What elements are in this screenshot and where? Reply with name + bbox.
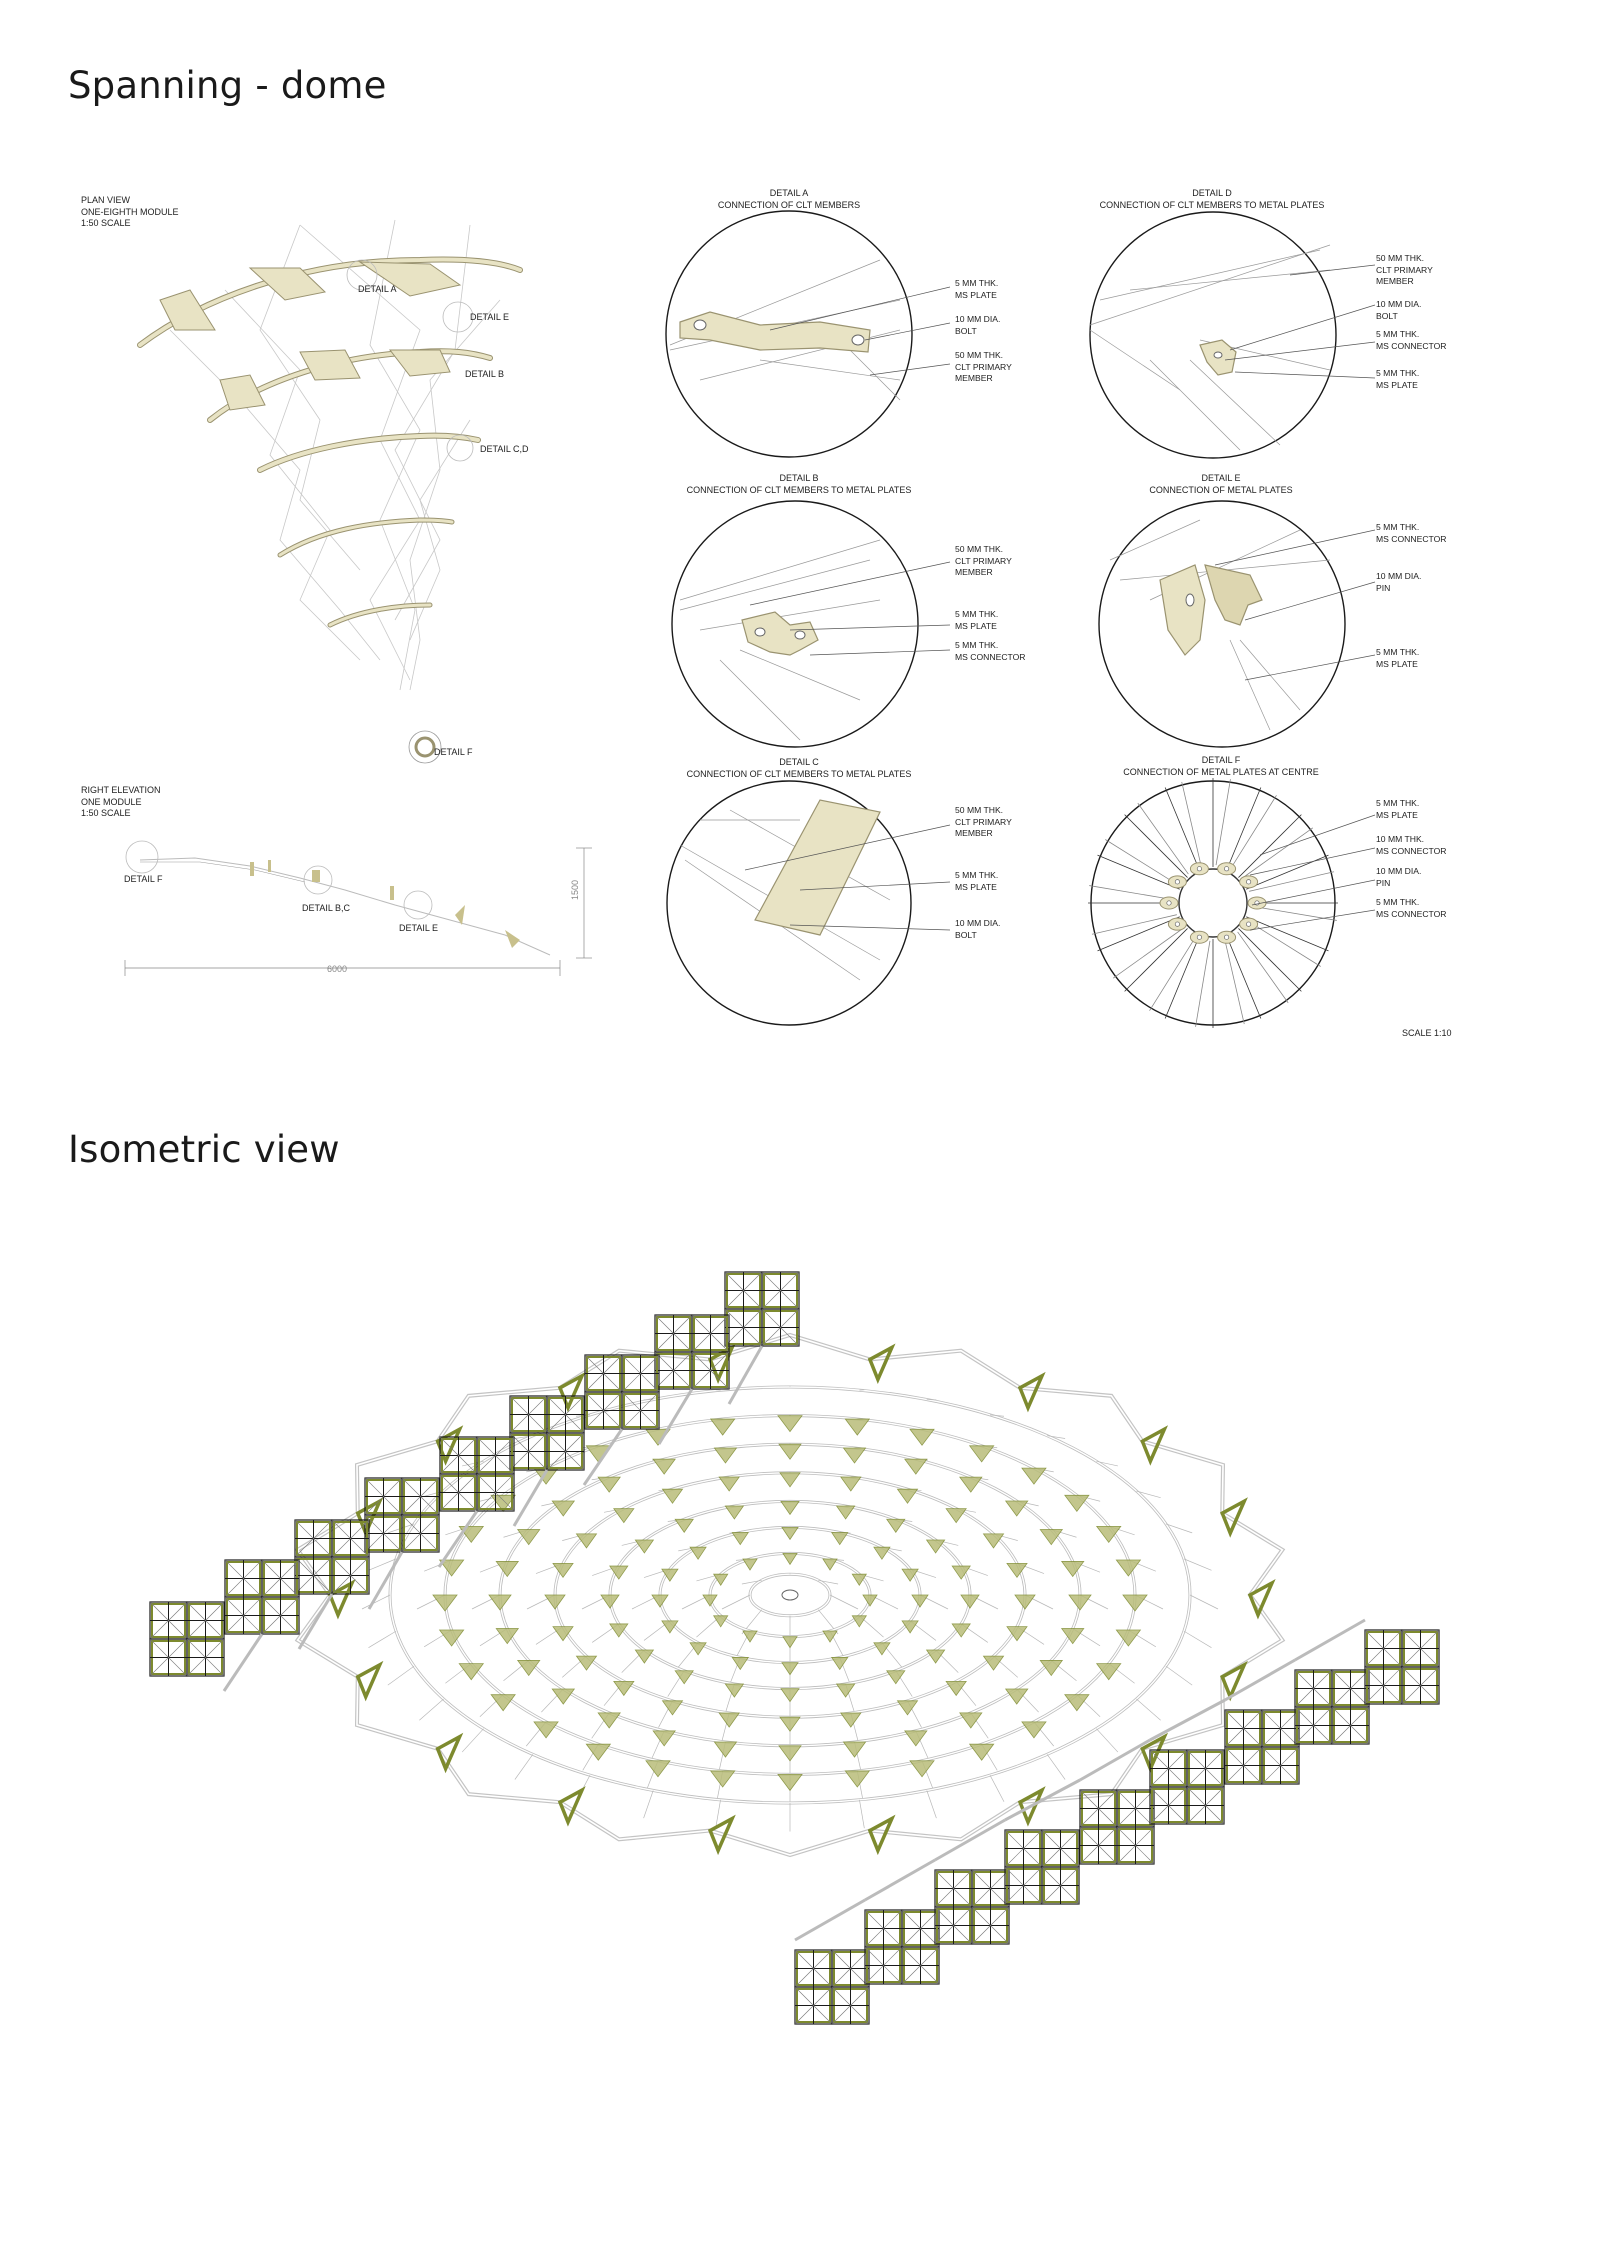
clt-panel (743, 1559, 757, 1570)
clt-panel (690, 1643, 706, 1655)
detail-a-drawing (666, 211, 950, 457)
detail-f-callout-pin (1376, 866, 1421, 889)
elevation-dim-width: 6000 (327, 964, 348, 974)
clt-panel (440, 1630, 464, 1646)
clt-panel (653, 1731, 675, 1746)
callout-line: MEMBER (955, 567, 993, 577)
elevation-dim-height: 1500 (570, 879, 580, 900)
detail-e-title (1149, 473, 1292, 496)
clt-panel (874, 1643, 890, 1655)
plan-view-drawing (140, 220, 520, 763)
detail-f-callout-connector (1376, 834, 1447, 857)
elevation-label-detail-e: DETAIL E (399, 923, 439, 933)
clt-panel (781, 1689, 799, 1702)
dome-rib (859, 1800, 864, 1828)
plan-view-scale: 1:50 SCALE (81, 218, 131, 228)
dome-rib (1184, 1631, 1212, 1648)
arm-strut (935, 1820, 1005, 1860)
clt-panel (1006, 1689, 1028, 1704)
clt-panel (725, 1506, 743, 1519)
clt-panel (1062, 1561, 1084, 1576)
detail-e-drawing (1099, 501, 1375, 747)
clt-panel (1069, 1595, 1091, 1610)
arm-strut (729, 1346, 762, 1404)
olive-triangle (1020, 1376, 1042, 1408)
callout-line: 50 MM THK. (955, 805, 1004, 815)
plan-view-caption (81, 195, 179, 230)
clt-panel (781, 1501, 799, 1514)
clt-panel (703, 1595, 717, 1606)
isometric-view-drawing (150, 1272, 1439, 2024)
dome-rib (1136, 1699, 1160, 1720)
clt-panel (1116, 1630, 1140, 1646)
clt-panel (598, 1713, 620, 1728)
elevation-subtitle: ONE MODULE (81, 796, 142, 807)
clt-panel (614, 1681, 634, 1695)
clt-panel (863, 1595, 877, 1606)
callout-line: 5 MM THK. (1376, 368, 1420, 378)
callout-line: MS PLATE (955, 881, 997, 892)
dome-rib (1190, 1595, 1218, 1609)
detail-d-drawing (1090, 212, 1375, 458)
detail-c-name: DETAIL C (779, 757, 819, 767)
clt-panel (534, 1722, 558, 1738)
callout-line: 5 MM THK. (1376, 329, 1420, 339)
dome-rib (1047, 1754, 1065, 1779)
detail-b-desc: CONNECTION OF CLT MEMBERS TO METAL PLATES (686, 484, 912, 495)
callout-line: 50 MM THK. (955, 350, 1004, 360)
callout-line: 10 MM DIA. (955, 314, 1001, 324)
detail-d-callout-bolt (1376, 299, 1421, 322)
dome-rib (990, 1775, 1004, 1802)
detail-c-callout-member (955, 805, 1012, 840)
detail-d-name: DETAIL D (1192, 188, 1232, 198)
clt-panel (841, 1477, 861, 1491)
clt-panel (653, 1459, 675, 1474)
elevation-scale: 1:50 SCALE (81, 808, 131, 818)
detail-d-desc: CONNECTION OF CLT MEMBERS TO METAL PLATES (1099, 199, 1325, 210)
pin-hole (1167, 901, 1171, 905)
clt-panel (496, 1561, 518, 1576)
elevation-label-detail-f: DETAIL F (124, 874, 163, 884)
clt-panel (552, 1689, 574, 1704)
detail-d-callout-member (1376, 253, 1433, 288)
callout-line: MEMBER (955, 828, 993, 838)
clt-panel (832, 1657, 848, 1669)
clt-panel (832, 1533, 848, 1545)
detail-d-callout-connector (1376, 329, 1447, 352)
elevation-title: RIGHT ELEVATION (81, 785, 161, 795)
section-title-spanning-dome: Spanning - dome (68, 64, 387, 107)
plan-label-detail-b: DETAIL B (465, 369, 505, 379)
arm-strut (1225, 1660, 1295, 1700)
clt-panel (1123, 1595, 1147, 1611)
callout-line: 10 MM DIA. (1376, 299, 1422, 309)
callout-line: PIN (1376, 877, 1391, 888)
pin-hole (1197, 867, 1201, 871)
clt-panel (782, 1527, 798, 1539)
detail-b-title (687, 473, 912, 496)
clt-panel (675, 1519, 693, 1532)
elevation-label-detail-bc: DETAIL B,C (302, 903, 351, 913)
detail-b-callout-connector (955, 640, 1026, 663)
dome-rib (419, 1699, 443, 1720)
plan-label-detail-e: DETAIL E (470, 312, 510, 322)
pin-hole (1175, 922, 1179, 926)
callout-line: CLT PRIMARY (955, 361, 1012, 372)
clt-panel (732, 1533, 748, 1545)
clt-panel (719, 1477, 739, 1491)
clt-panel (553, 1563, 573, 1577)
callout-line: MS PLATE (955, 289, 997, 300)
callout-line: MS CONNECTOR (1376, 533, 1447, 544)
callout-line: CLT PRIMARY (1376, 264, 1433, 275)
callout-line: MS CONNECTOR (1376, 845, 1447, 856)
clt-panel (823, 1559, 837, 1570)
clt-panel (1015, 1595, 1035, 1609)
callout-line: MS PLATE (1376, 809, 1418, 820)
clt-panel (845, 1419, 869, 1435)
olive-triangle (358, 1665, 380, 1697)
callout-line: 5 MM THK. (1376, 798, 1420, 808)
clt-panel (946, 1681, 966, 1695)
plan-view-subtitle: ONE-EIGHTH MODULE (81, 206, 179, 217)
clt-panel (910, 1429, 934, 1445)
callout-line: MS CONNECTOR (1376, 908, 1447, 919)
clt-panel (725, 1684, 743, 1697)
dome-rib (369, 1631, 397, 1648)
callout-line: 10 MM DIA. (955, 918, 1001, 928)
clt-panel (690, 1547, 706, 1559)
clt-panel (778, 1774, 802, 1790)
clt-panel (874, 1547, 890, 1559)
clt-panel (783, 1637, 797, 1648)
callout-line: MS CONNECTOR (955, 651, 1026, 662)
clt-panel (663, 1701, 683, 1715)
clt-panel (845, 1771, 869, 1787)
arm-strut (1005, 1780, 1080, 1820)
detail-b-name: DETAIL B (779, 473, 819, 483)
olive-triangle (560, 1376, 582, 1408)
callout-line: 10 MM THK. (1376, 834, 1425, 844)
callout-line: MEMBER (1376, 276, 1414, 286)
clt-panel (711, 1771, 735, 1787)
detail-e-callout-pin (1376, 571, 1421, 594)
dome-rib (388, 1666, 414, 1685)
clt-panel (970, 1446, 994, 1462)
clt-panel (545, 1595, 565, 1609)
clt-panel (719, 1713, 739, 1727)
callout-line: PIN (1376, 582, 1391, 593)
clt-panel (714, 1742, 736, 1757)
detail-b-callout-member (955, 544, 1012, 579)
olive-triangle (438, 1737, 460, 1769)
pin-hole (1224, 935, 1228, 939)
detail-e-desc: CONNECTION OF METAL PLATES (1149, 484, 1293, 495)
clt-panel (837, 1506, 855, 1519)
callout-line: 10 MM DIA. (1376, 866, 1422, 876)
arm-strut (1080, 1740, 1150, 1780)
detail-f-callout-connector-2 (1376, 897, 1447, 920)
plan-label-detail-a: DETAIL A (358, 284, 397, 294)
callout-line: 5 MM THK. (955, 609, 999, 619)
dome-rib (515, 1754, 533, 1779)
clt-panel (1116, 1560, 1140, 1576)
clt-panel (1022, 1722, 1046, 1738)
callout-line: CLT PRIMARY (955, 555, 1012, 566)
detail-f-title (1123, 755, 1319, 778)
clt-panel (910, 1761, 934, 1777)
detail-e-callout-plate (1376, 647, 1419, 670)
pin-hole (1175, 880, 1179, 884)
clt-panel (780, 1473, 800, 1487)
olive-triangle (1222, 1501, 1244, 1533)
clt-panel (614, 1509, 634, 1523)
clt-panel (905, 1459, 927, 1474)
dome-rib (722, 1595, 750, 1609)
dome-rib (462, 1729, 483, 1752)
section-title-isometric-view: Isometric view (68, 1128, 340, 1171)
callout-line: 5 MM THK. (955, 278, 999, 288)
pin-hole (1224, 867, 1228, 871)
olive-triangle (870, 1819, 892, 1851)
detail-b-drawing (672, 501, 950, 747)
arm-strut (369, 1552, 402, 1609)
clt-panel (898, 1489, 918, 1503)
detail-e-name: DETAIL E (1201, 473, 1241, 483)
callout-line: CLT PRIMARY (955, 816, 1012, 827)
clt-panel (844, 1742, 866, 1757)
plan-label-detail-cd: DETAIL C,D (480, 444, 529, 454)
callout-line: 50 MM THK. (955, 544, 1004, 554)
detail-a-callout-plate (955, 278, 998, 301)
clt-panel (780, 1717, 800, 1731)
detail-scale-note: SCALE 1:10 (1402, 1028, 1452, 1038)
dome-rib (927, 1790, 937, 1818)
detail-a-callout-bolt (955, 314, 1000, 337)
clt-panel (663, 1489, 683, 1503)
callout-line: 5 MM THK. (955, 640, 999, 650)
dome-rib (1096, 1729, 1117, 1752)
clt-panel (898, 1701, 918, 1715)
elevation-caption (81, 785, 161, 820)
pin-hole (1246, 880, 1250, 884)
clt-panel (844, 1448, 866, 1463)
plan-label-detail-f: DETAIL F (434, 747, 473, 757)
clt-panel (433, 1595, 457, 1611)
clt-panel (778, 1416, 802, 1432)
callout-line: 5 MM THK. (955, 870, 999, 880)
detail-c-callout-bolt (955, 918, 1000, 941)
clt-panel (489, 1595, 511, 1610)
arm-strut (584, 1429, 622, 1485)
clt-panel (841, 1713, 861, 1727)
callout-line: MS PLATE (1376, 658, 1418, 669)
detail-c-desc: CONNECTION OF CLT MEMBERS TO METAL PLATES (686, 768, 912, 779)
clt-panel (1007, 1563, 1027, 1577)
clt-panel (961, 1595, 979, 1608)
detail-f-callout-plate (1376, 798, 1419, 821)
clt-panel (912, 1595, 928, 1607)
callout-line: MS CONNECTOR (1376, 340, 1447, 351)
clt-panel (732, 1657, 748, 1669)
clt-panel (601, 1595, 619, 1608)
clt-panel (960, 1477, 982, 1492)
clt-panel (675, 1671, 693, 1684)
detail-c-title (687, 757, 912, 780)
detail-c-callout-plate (955, 870, 998, 893)
pin-hole (1246, 922, 1250, 926)
detail-a-name: DETAIL A (769, 188, 809, 198)
detail-d-title (1100, 188, 1325, 211)
arm-strut (1295, 1620, 1365, 1660)
arm-strut (865, 1860, 935, 1900)
olive-triangle (870, 1347, 892, 1379)
olive-triangle (560, 1790, 582, 1822)
callout-line: 5 MM THK. (1376, 897, 1420, 907)
callout-line: BOLT (1376, 310, 1398, 321)
clt-panel (1006, 1501, 1028, 1516)
clt-panel (960, 1713, 982, 1728)
dome-rib (1166, 1666, 1192, 1685)
callout-line: BOLT (955, 929, 977, 940)
callout-line: 5 MM THK. (1376, 522, 1420, 532)
arm-strut (224, 1634, 262, 1691)
clt-panel (646, 1761, 670, 1777)
detail-f-desc: CONNECTION OF METAL PLATES AT CENTRE (1123, 766, 1319, 777)
clt-panel (783, 1553, 797, 1564)
clt-panel (779, 1444, 801, 1459)
detail-a-title (718, 188, 860, 211)
plan-view-title: PLAN VIEW (81, 195, 131, 205)
detail-b-callout-plate (955, 609, 998, 632)
detail-a-desc: CONNECTION OF CLT MEMBERS (717, 199, 861, 210)
clt-panel (714, 1448, 736, 1463)
clt-panel (837, 1684, 855, 1697)
clt-panel (905, 1731, 927, 1746)
callout-line: MS PLATE (1376, 379, 1418, 390)
clt-panel (779, 1746, 801, 1761)
clt-panel (652, 1595, 668, 1607)
callout-line: 50 MM THK. (1376, 253, 1425, 263)
clt-panel (711, 1419, 735, 1435)
callout-line: MS PLATE (955, 620, 997, 631)
detail-d-callout-plate (1376, 368, 1419, 391)
clt-panel (782, 1663, 798, 1675)
callout-line: BOLT (955, 325, 977, 336)
dome-rib (644, 1790, 654, 1818)
pin-hole (1197, 935, 1201, 939)
detail-f-drawing (1088, 778, 1375, 1028)
detail-c-drawing (667, 781, 950, 1025)
clt-panel (887, 1671, 905, 1684)
callout-line: MEMBER (955, 373, 993, 383)
callout-line: 10 MM DIA. (1376, 571, 1422, 581)
clt-panel (552, 1501, 574, 1516)
centre-ring (782, 1590, 798, 1600)
clt-panel (946, 1509, 966, 1523)
arm-strut (299, 1594, 332, 1649)
arm-strut (795, 1900, 865, 1940)
detail-e-callout-connector (1376, 522, 1447, 545)
callout-line: 5 MM THK. (1376, 647, 1420, 657)
clt-panel (887, 1519, 905, 1532)
detail-f-name: DETAIL F (1201, 755, 1241, 765)
detail-a-callout-member (955, 350, 1012, 385)
clt-panel (598, 1477, 620, 1492)
right-elevation-drawing (125, 841, 592, 976)
clt-panel (1022, 1468, 1046, 1484)
dome-rib (830, 1595, 858, 1609)
